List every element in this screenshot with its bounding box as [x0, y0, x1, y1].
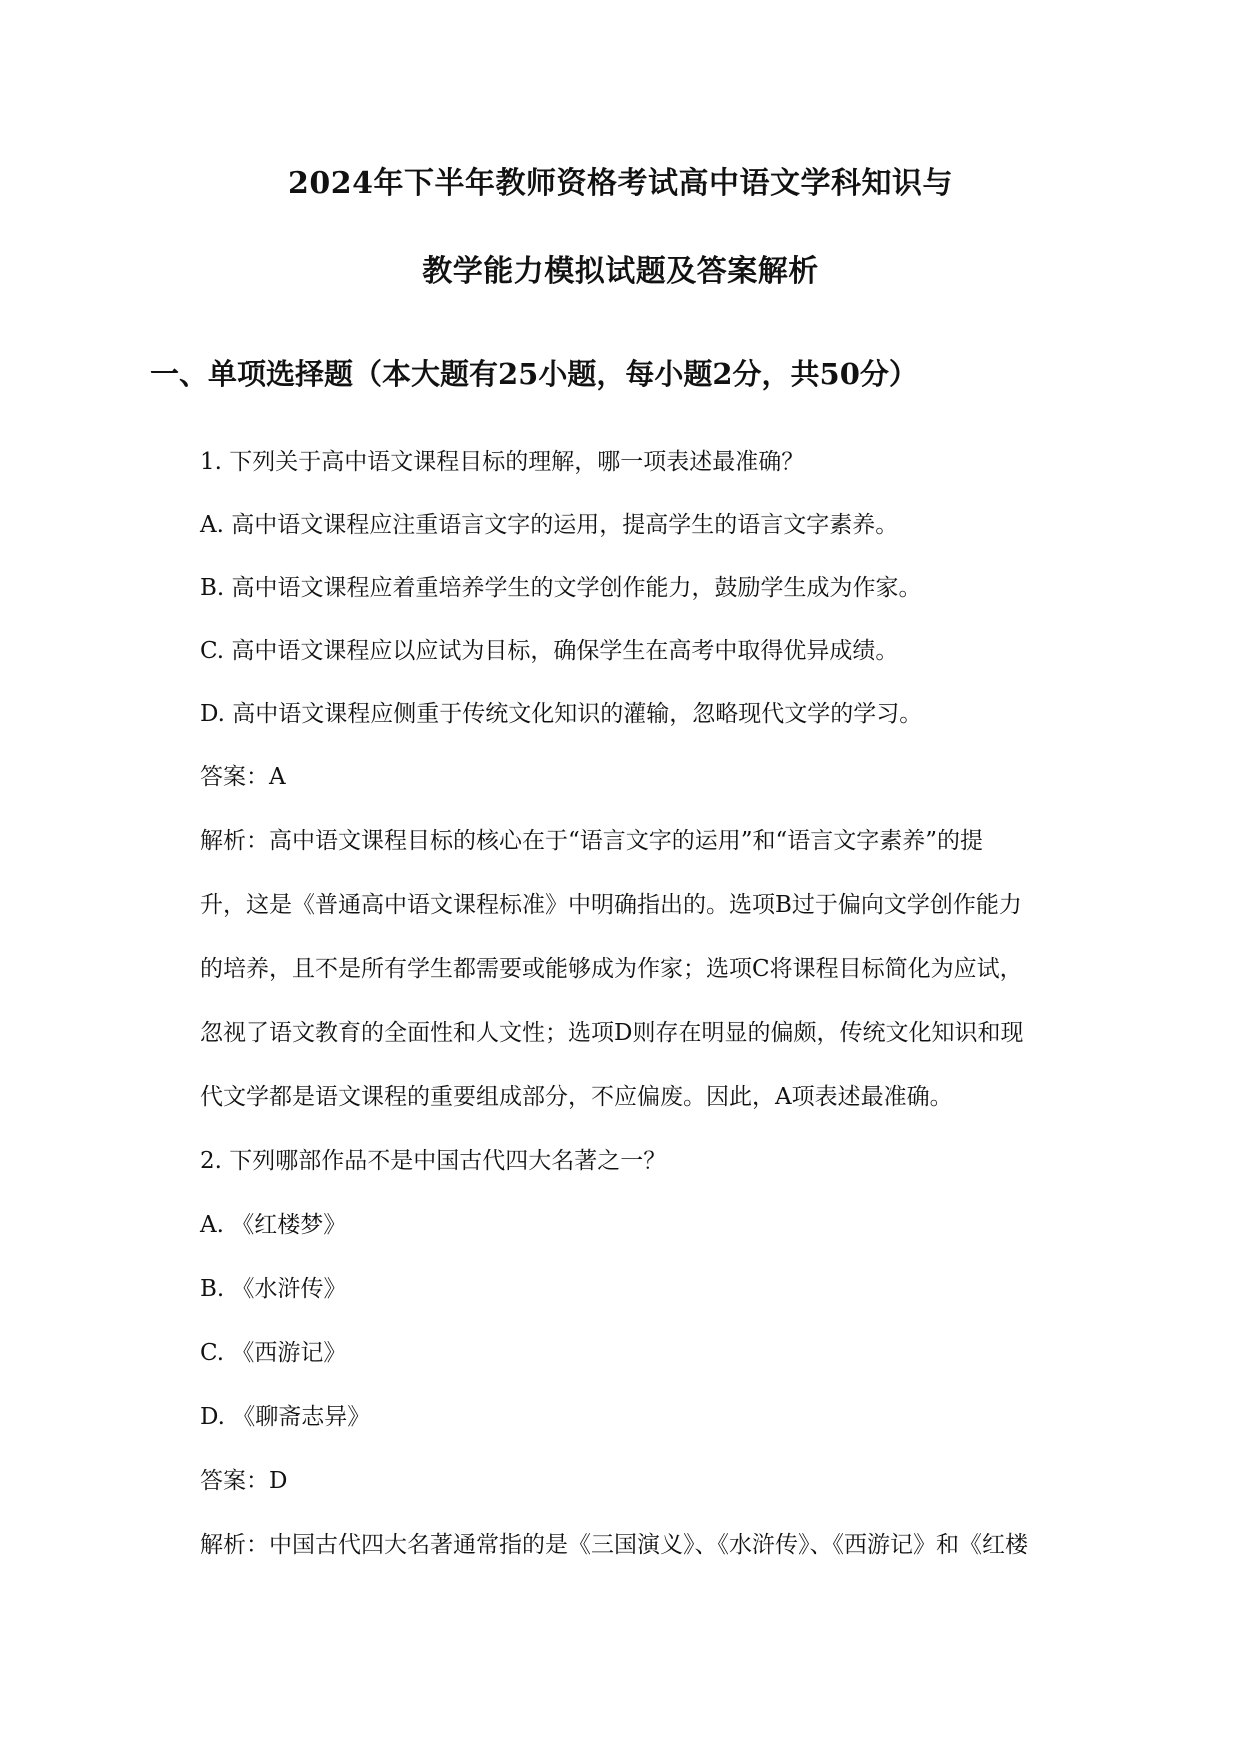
question-1-analysis-line: 忽视了语文教育的全面性和人文性；选项D则存在明显的偏颇，传统文化知识和现 [200, 1020, 1024, 1046]
question-2-analysis-line: 解析：中国古代四大名著通常指的是《三国演义》、《水浒传》、《西游记》和《红楼 [200, 1532, 1028, 1558]
question-2-answer: 答案：D [200, 1468, 288, 1494]
question-1-analysis-line: 升，这是《普通高中语文课程标准》中明确指出的。选项B过于偏向文学创作能力 [200, 892, 1022, 918]
question-2-option-b: B. 《水浒传》 [200, 1276, 347, 1302]
question-1-option-d: D. 高中语文课程应侧重于传统文化知识的灌输，忽略现代文学的学习。 [200, 701, 923, 727]
document-title-line-1: 2024年下半年教师资格考试高中语文学科知识与 [288, 166, 953, 201]
question-2-option-a: A. 《红楼梦》 [200, 1212, 347, 1238]
document-title-line-2: 教学能力模拟试题及答案解析 [422, 254, 819, 289]
section-heading: 一、单项选择题（本大题有25小题，每小题2分，共50分） [150, 357, 918, 391]
question-1-stem: 1. 下列关于高中语文课程目标的理解，哪一项表述最准确？ [200, 449, 805, 475]
question-2-option-d: D. 《聊斋志异》 [200, 1404, 371, 1430]
question-1-option-b: B. 高中语文课程应着重培养学生的文学创作能力，鼓励学生成为作家。 [200, 575, 922, 601]
question-2-stem: 2. 下列哪部作品不是中国古代四大名著之一？ [200, 1148, 667, 1174]
question-1-analysis-line: 代文学都是语文课程的重要组成部分，不应偏废。因此，A项表述最准确。 [200, 1084, 953, 1110]
question-1-answer: 答案：A [200, 764, 286, 790]
question-1-analysis-line: 解析：高中语文课程目标的核心在于“语言文字的运用”和“语言文字素养”的提 [200, 828, 984, 854]
question-1-analysis-line: 的培养，且不是所有学生都需要或能够成为作家；选项C将课程目标简化为应试， [200, 956, 1023, 982]
question-1-option-a: A. 高中语文课程应注重语言文字的运用，提高学生的语言文字素养。 [200, 512, 899, 538]
question-2-option-c: C. 《西游记》 [200, 1340, 347, 1366]
question-1-option-c: C. 高中语文课程应以应试为目标，确保学生在高考中取得优异成绩。 [200, 638, 899, 664]
